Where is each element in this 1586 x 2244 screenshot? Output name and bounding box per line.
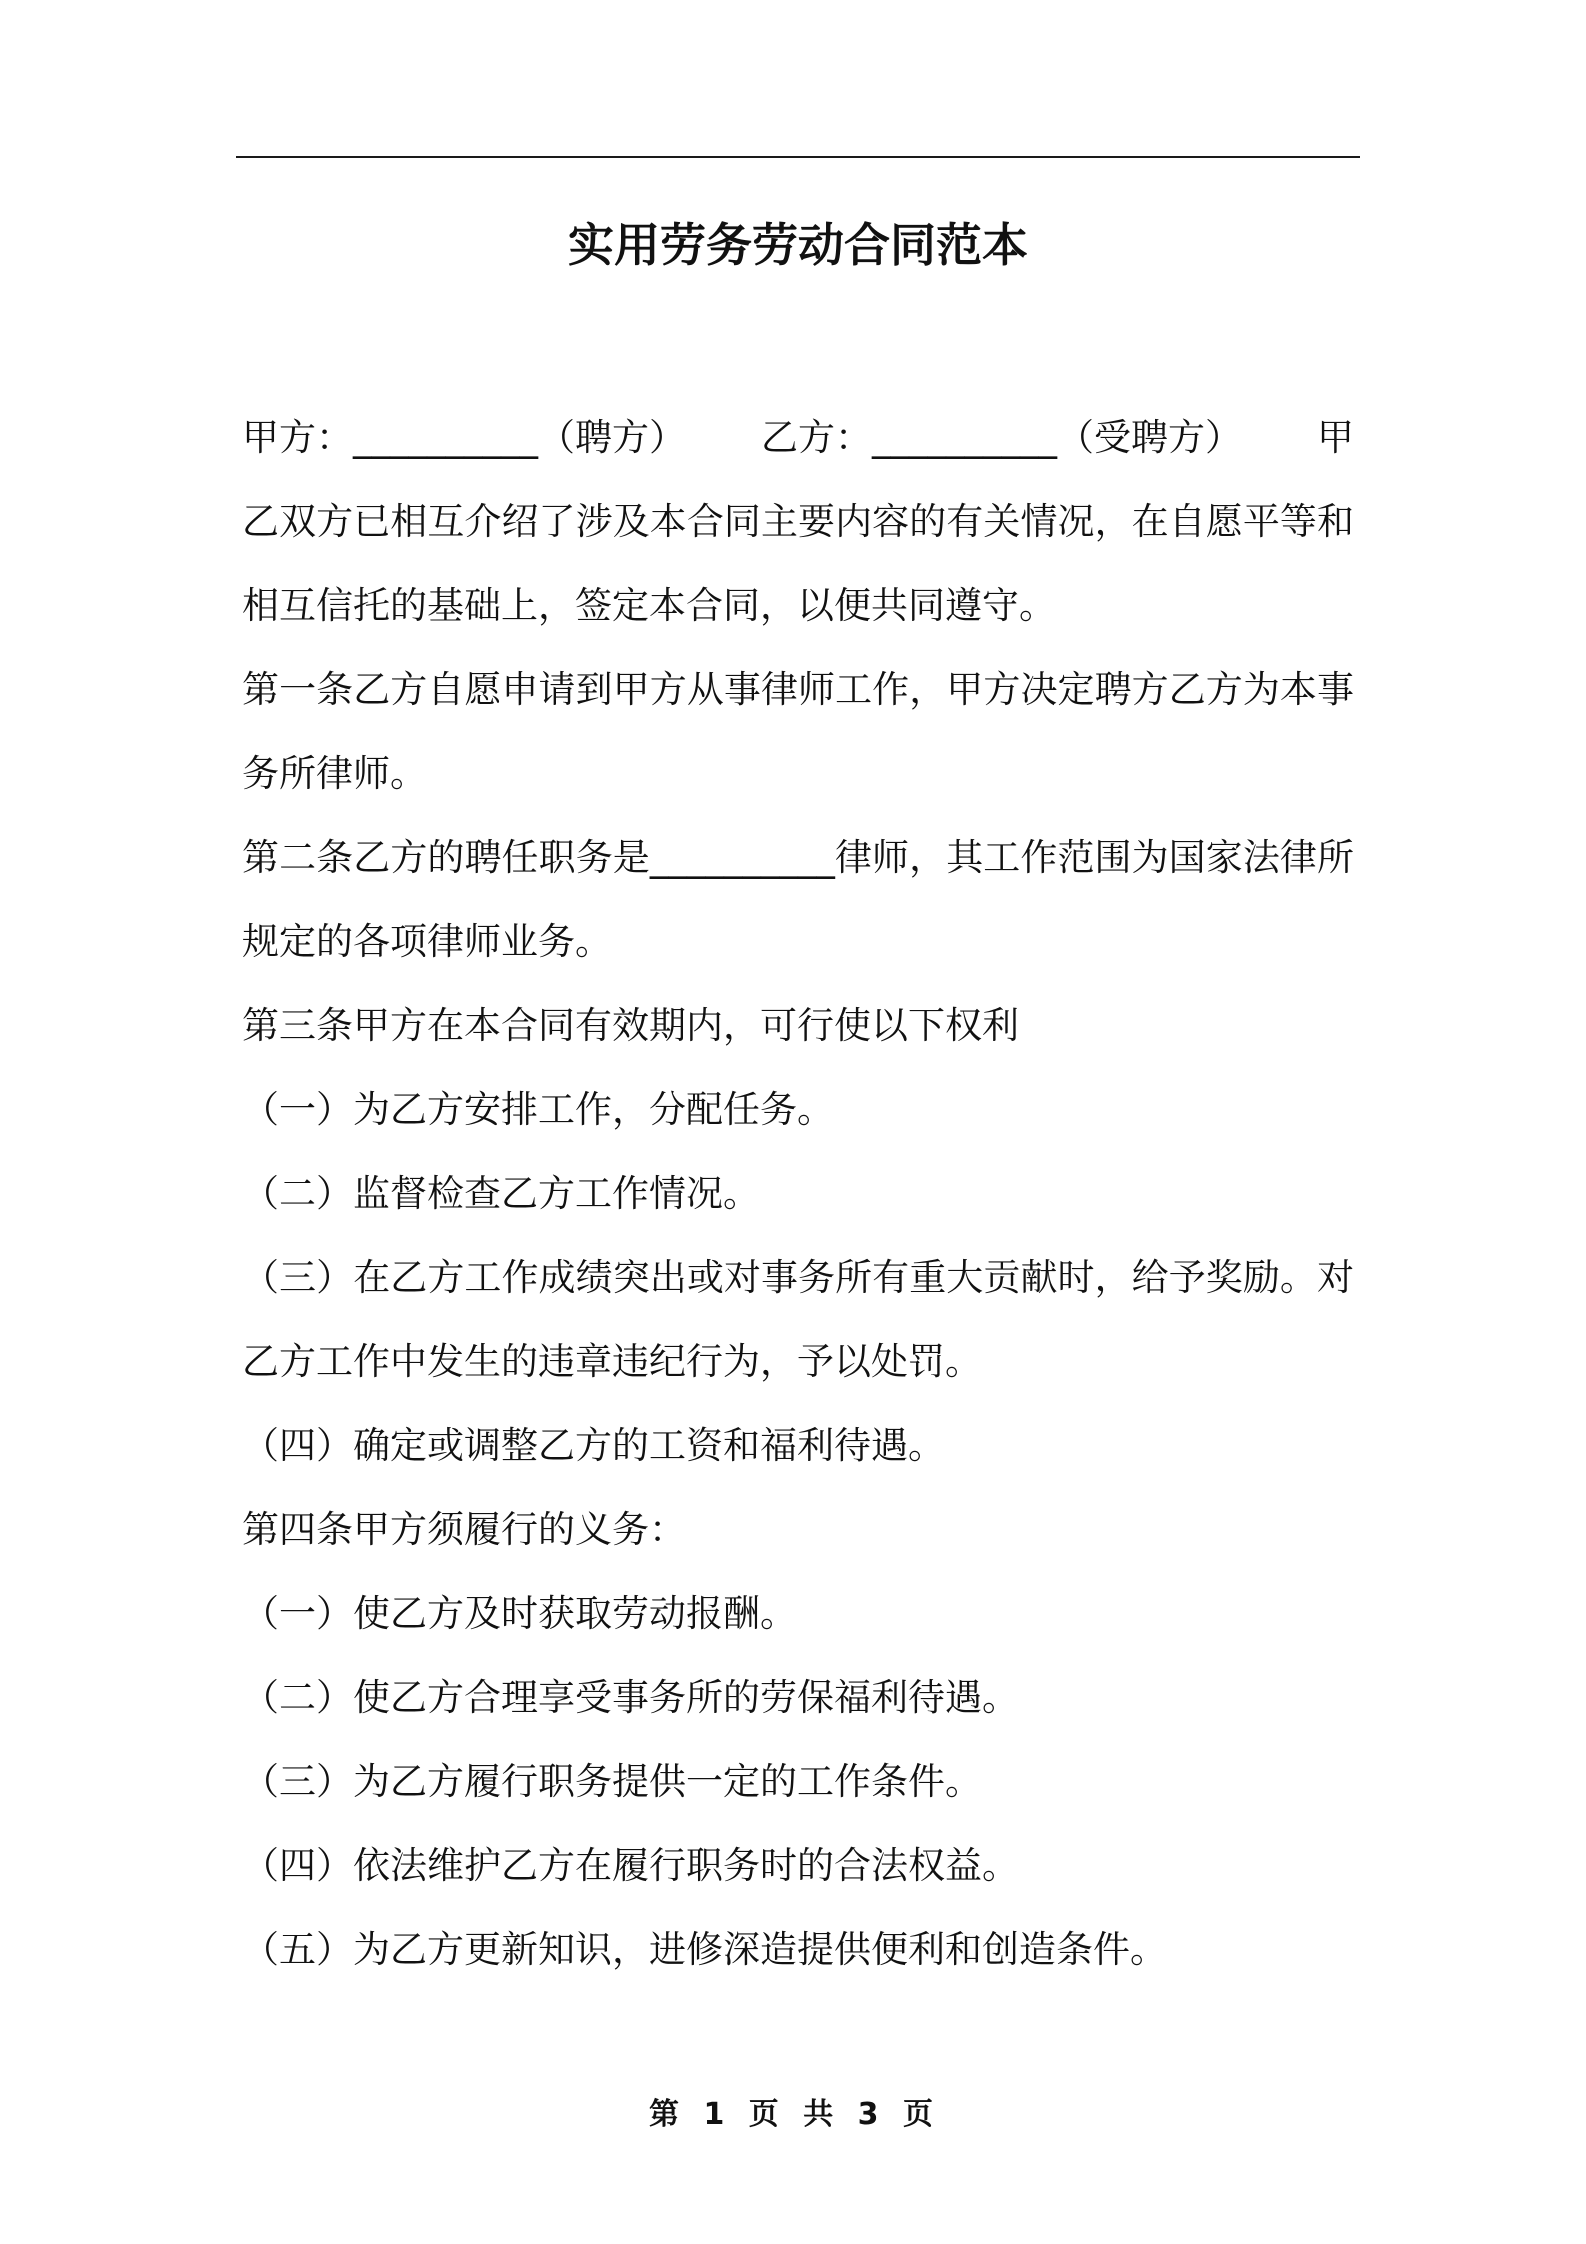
document-body xyxy=(242,396,1354,1992)
article-4-item-5: （五）为乙方更新知识，进修深造提供便利和创造条件。 xyxy=(242,1928,1167,1971)
party-tail: 甲 xyxy=(1317,416,1354,459)
party-b-label: 乙方：__________（受聘方） xyxy=(761,416,1242,459)
party-a-label: 甲方：__________（聘方） xyxy=(242,416,686,459)
intro-line-2: 相互信托的基础上，签定本合同，以便共同遵守。 xyxy=(242,584,1056,627)
page-footer: 第 1 页 共 3 页 xyxy=(649,2097,937,2132)
article-3-item-2: （二）监督检查乙方工作情况。 xyxy=(242,1172,760,1215)
document-title: 实用劳务劳动合同范本 xyxy=(568,218,1028,272)
article-4-item-4: （四）依法维护乙方在履行职务时的合法权益。 xyxy=(242,1844,1019,1887)
article-4-item-1: （一）使乙方及时获取劳动报酬。 xyxy=(242,1592,797,1635)
article-3-item-3-cont: 乙方工作中发生的违章违纪行为，予以处罚。 xyxy=(242,1340,982,1383)
article-4-heading: 第四条甲方须履行的义务： xyxy=(242,1508,686,1551)
party-line xyxy=(242,396,1354,480)
article-4-item-3: （三）为乙方履行职务提供一定的工作条件。 xyxy=(242,1760,982,1803)
article-2-line-2: 规定的各项律师业务。 xyxy=(242,920,612,963)
article-1-line-1: 第一条乙方自愿申请到甲方从事律师工作，甲方决定聘方乙方为本事 xyxy=(242,668,1354,711)
article-3-item-3: （三）在乙方工作成绩突出或对事务所有重大贡献时，给予奖励。对 xyxy=(242,1256,1354,1299)
article-4-item-2: （二）使乙方合理享受事务所的劳保福利待遇。 xyxy=(242,1676,1019,1719)
article-2-line-1: 第二条乙方的聘任职务是__________律师，其工作范围为国家法律所 xyxy=(242,836,1354,879)
article-3-heading: 第三条甲方在本合同有效期内，可行使以下权利 xyxy=(242,1004,1019,1047)
article-1-line-2: 务所律师。 xyxy=(242,752,427,795)
article-3-item-1: （一）为乙方安排工作，分配任务。 xyxy=(242,1088,834,1131)
article-3-item-4: （四）确定或调整乙方的工资和福利待遇。 xyxy=(242,1424,945,1467)
header-rule xyxy=(236,156,1360,158)
intro-line-1: 乙双方已相互介绍了涉及本合同主要内容的有关情况，在自愿平等和 xyxy=(242,500,1354,543)
